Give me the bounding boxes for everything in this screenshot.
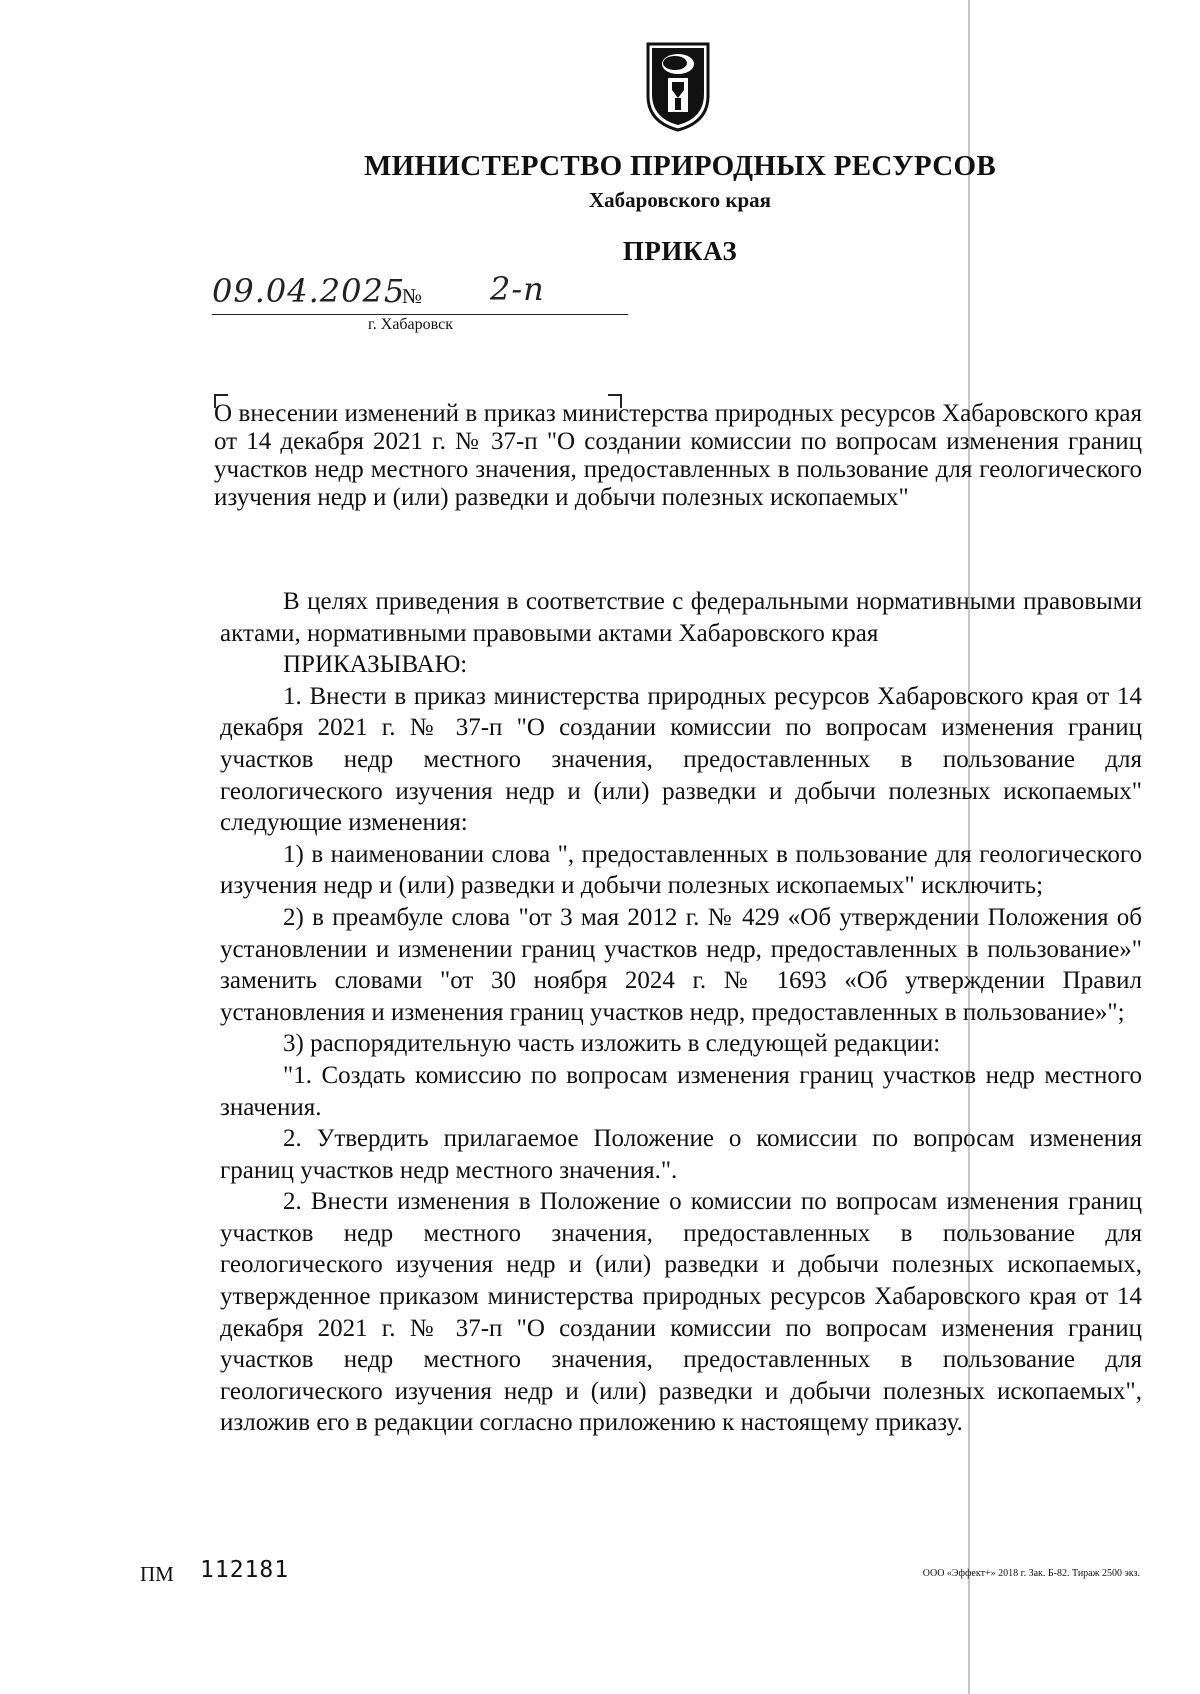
footer-prefix: ПМ: [140, 1562, 174, 1586]
quoted-item-1: "1. Создать комиссию по вопросам изменения границ участков недр местного значения.: [220, 1061, 1142, 1121]
subclause-2: 2) в преамбуле слова "от 3 мая 2012 г. № 429 «Об утверждении Положения об установлении и изменении границ участков недр, предоставленных в пользование»" заменить словами "от 30 ноября 2024 г. № 1693 «Об утверждении Правил установления и изменения границ участков недр, предоставленных в пользование»";: [220, 903, 1142, 1026]
handwritten-number: 2-п: [490, 270, 545, 308]
coat-of-arms-emblem: [642, 38, 714, 134]
order-subject: О внесении изменений в приказ министерства природных ресурсов Хабаровского края от 14 декабря 2021 г. № 37-п "О создании комиссии по вопросам изменения границ участков недр местного значения, предоставленных в пользование для геологического изучения недр и (или) разведки и добычи полезных ископаемых": [214, 400, 1142, 511]
city-name: г. Хабаровск: [368, 316, 453, 333]
footer-serial-number: 112181: [200, 1557, 290, 1583]
order-body: [220, 586, 1142, 1439]
quoted-item-2: 2. Утвердить прилагаемое Положение о комиссии по вопросам изменения границ участков недр местного значения.".: [220, 1125, 1142, 1184]
ministry-name: МИНИСТЕРСТВО ПРИРОДНЫХ РЕСУРСОВ: [364, 150, 996, 182]
region-name: Хабаровского края: [589, 188, 771, 212]
printer-imprint: ООО «Эффект+» 2018 г. Зак. Б-82. Тираж 2500 экз.: [922, 1568, 1140, 1579]
handwritten-date: 09.04.2025: [212, 272, 406, 310]
order-directive: ПРИКАЗЫВАЮ:: [283, 651, 468, 679]
document-type: ПРИКАЗ: [622, 236, 738, 266]
subclause-1: 1) в наименовании слова ", предоставленных в пользование для геологического изучения недр и (или) разведки и добычи полезных ископаемых" исключить;: [220, 840, 1142, 900]
registration-line: [212, 272, 628, 315]
subclause-3: 3) распорядительную часть изложить в следующей редакции:: [283, 1030, 941, 1058]
clause-1: 1. Внести в приказ министерства природных ресурсов Хабаровского края от 14 декабря 2021 г. № 37-п "О создании комиссии по вопросам изменения границ участков недр местного значения, предоставленных в пользование для геологического изучения недр и (или) разведки и добычи полезных ископаемых" следующие изменения:: [220, 682, 1142, 837]
clause-2: 2. Внести изменения в Положение о комиссии по вопросам изменения границ участков недр местного значения, предоставленных в пользование для геологического изучения недр и (или) разведки и добычи полезных ископаемых, утвержденное приказом министерства природных ресурсов Хабаровского края от 14 декабря 2021 г. № 37-п "О создании комиссии по вопросам изменения границ участков недр местного значения, предоставленных в пользование для геологического изучения недр и (или) разведки и добычи полезных ископаемых", изложив его в редакции согласно приложению к настоящему приказу.: [220, 1188, 1142, 1437]
preamble-paragraph: В целях приведения в соответствие с федеральными нормативными правовыми актами, нормативными правовыми актами Хабаровского края: [220, 588, 1142, 647]
number-label: №: [402, 284, 423, 308]
